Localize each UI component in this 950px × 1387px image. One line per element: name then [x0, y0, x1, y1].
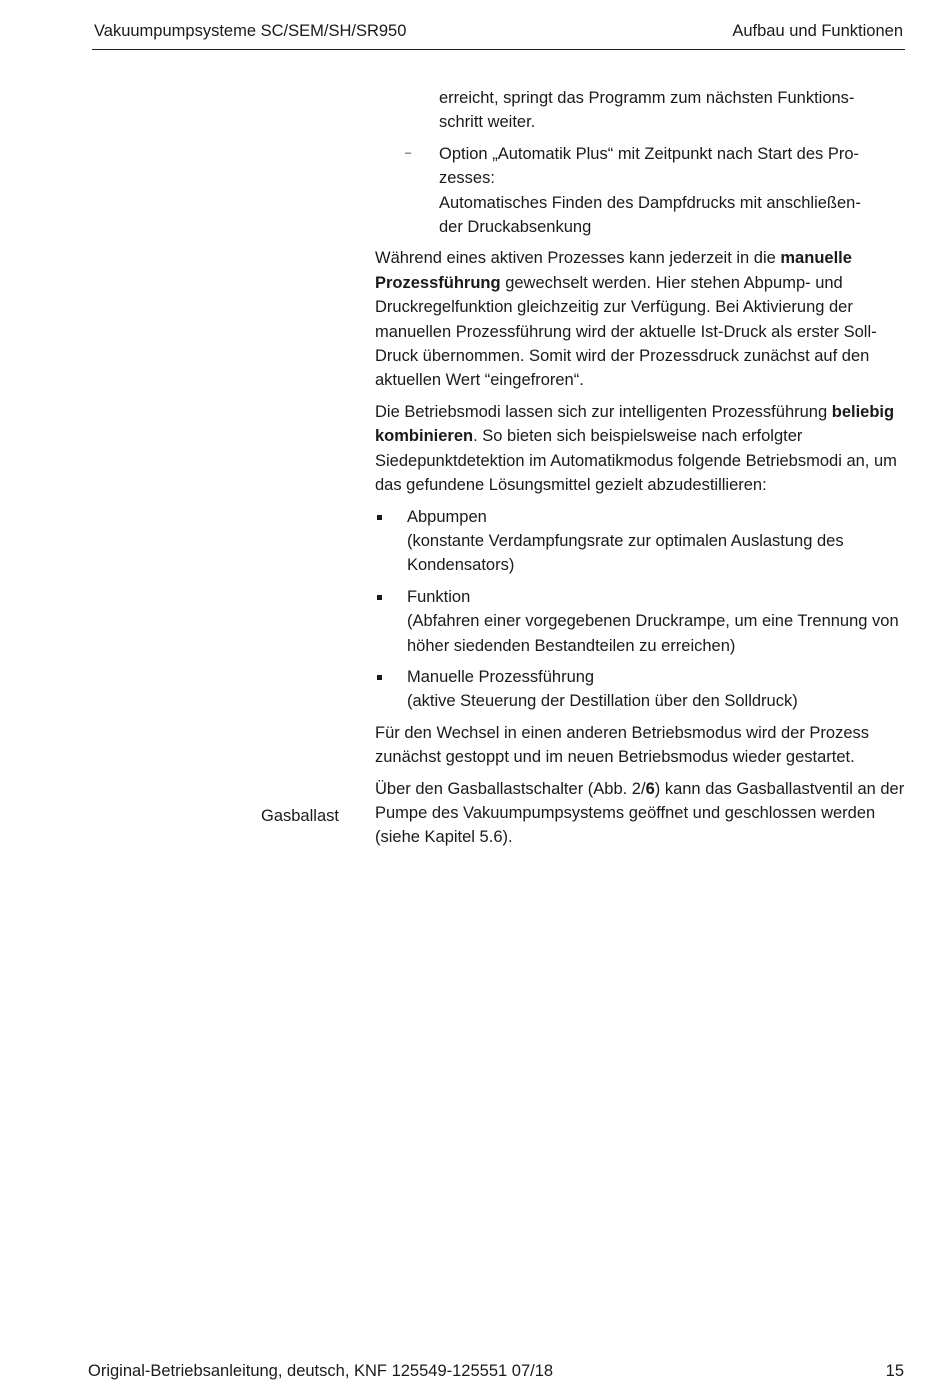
- dash-list-item: [375, 142, 905, 240]
- bullet-desc: (Abfahren einer vorgegebenen Druckrampe, um eine Trennung von höher siedenden Bestandteilen zu erreichen): [407, 612, 899, 655]
- p1-bold: manuelle Prozessführung: [375, 249, 852, 292]
- margin-label-gasballast: Gasballast: [261, 807, 339, 825]
- dash-line-4: der Druckabsenkung: [439, 218, 592, 237]
- bullet-marker: [377, 515, 382, 520]
- footer-document-info: Original-Betriebsanleitung, deutsch, KNF 125549-125551 07/18: [88, 1362, 554, 1380]
- paragraph-manual-mode: [375, 246, 905, 392]
- paragraph-gas-ballast: [375, 777, 905, 850]
- header-title: Vakuumpumpsysteme SC/SEM/SH/SR950: [94, 22, 407, 40]
- p1-text-b: gewechselt werden. Hier stehen Abpump- und Druckregelfunktion gleichzeitig zur Verfügung. Bei Aktivierung der manuellen Prozessführung wird der aktuelle Ist-Druck als erster Soll-Druck übernommen. Somit wird der Prozessdruck zunächst auf den aktuellen Wert “eingefroren“.: [375, 273, 877, 390]
- bullet-marker: [377, 675, 382, 680]
- paragraph-mode-change: Für den Wechsel in einen anderen Betriebsmodus wird der Prozess zunächst gestoppt und im neuen Betriebsmodus wieder gestartet.: [375, 723, 870, 767]
- bullet-item-abpumpen: [375, 505, 905, 578]
- page-number: 15: [885, 1362, 904, 1380]
- header-section: Aufbau und Funktionen: [732, 22, 903, 40]
- p1-text-a: Während eines aktiven Prozesses kann jederzeit in die: [375, 249, 781, 268]
- p4-bold: 6: [645, 779, 655, 798]
- main-content: [375, 86, 905, 850]
- paragraph-combine-modes: [375, 400, 905, 498]
- bullet-desc: (aktive Steuerung der Destillation über den Solldruck): [407, 692, 798, 711]
- p4-text-b: ) kann das Gasballastventil an der Pumpe des Vakuumpumpsystems geöffnet und geschlossen werden (siehe Kapitel 5.6).: [375, 779, 905, 847]
- dash-line-1: Option „Automatik Plus“ mit Zeitpunkt nach Start des Pro-: [439, 144, 860, 163]
- continued-line-1: erreicht, springt das Programm zum nächsten Funktions-: [439, 89, 855, 107]
- p4-text-a: Über den Gasballastschalter (Abb. 2/: [375, 779, 646, 798]
- continued-line-2: schritt weiter.: [439, 113, 536, 132]
- bullet-title: Funktion: [407, 587, 471, 606]
- continued-text: [375, 86, 905, 135]
- bullet-title: Abpumpen: [407, 507, 487, 526]
- page-header: [92, 20, 905, 50]
- dash-line-2: zesses:: [439, 169, 495, 188]
- bullet-item-funktion: [375, 585, 905, 658]
- p2-text-b: . So bieten sich beispielsweise nach erfolgter Siedepunktdetektion im Automatikmodus folgende Betriebsmodi an, um das gefundene Lösungsmittel gezielt abzudestillieren:: [375, 427, 897, 495]
- bullet-item-manuell: [375, 665, 905, 714]
- bullet-title: Manuelle Prozessführung: [407, 667, 595, 686]
- dash-line-3: Automatisches Finden des Dampfdrucks mit anschließen-: [439, 193, 861, 212]
- bullet-marker: [377, 595, 382, 600]
- p2-text-a: Die Betriebsmodi lassen sich zur intelligenten Prozessführung: [375, 402, 832, 421]
- bullet-desc: (konstante Verdampfungsrate zur optimalen Auslastung des Kondensators): [407, 531, 844, 575]
- p2-bold: beliebig kombinieren: [375, 402, 895, 446]
- dash-marker: –: [405, 146, 412, 159]
